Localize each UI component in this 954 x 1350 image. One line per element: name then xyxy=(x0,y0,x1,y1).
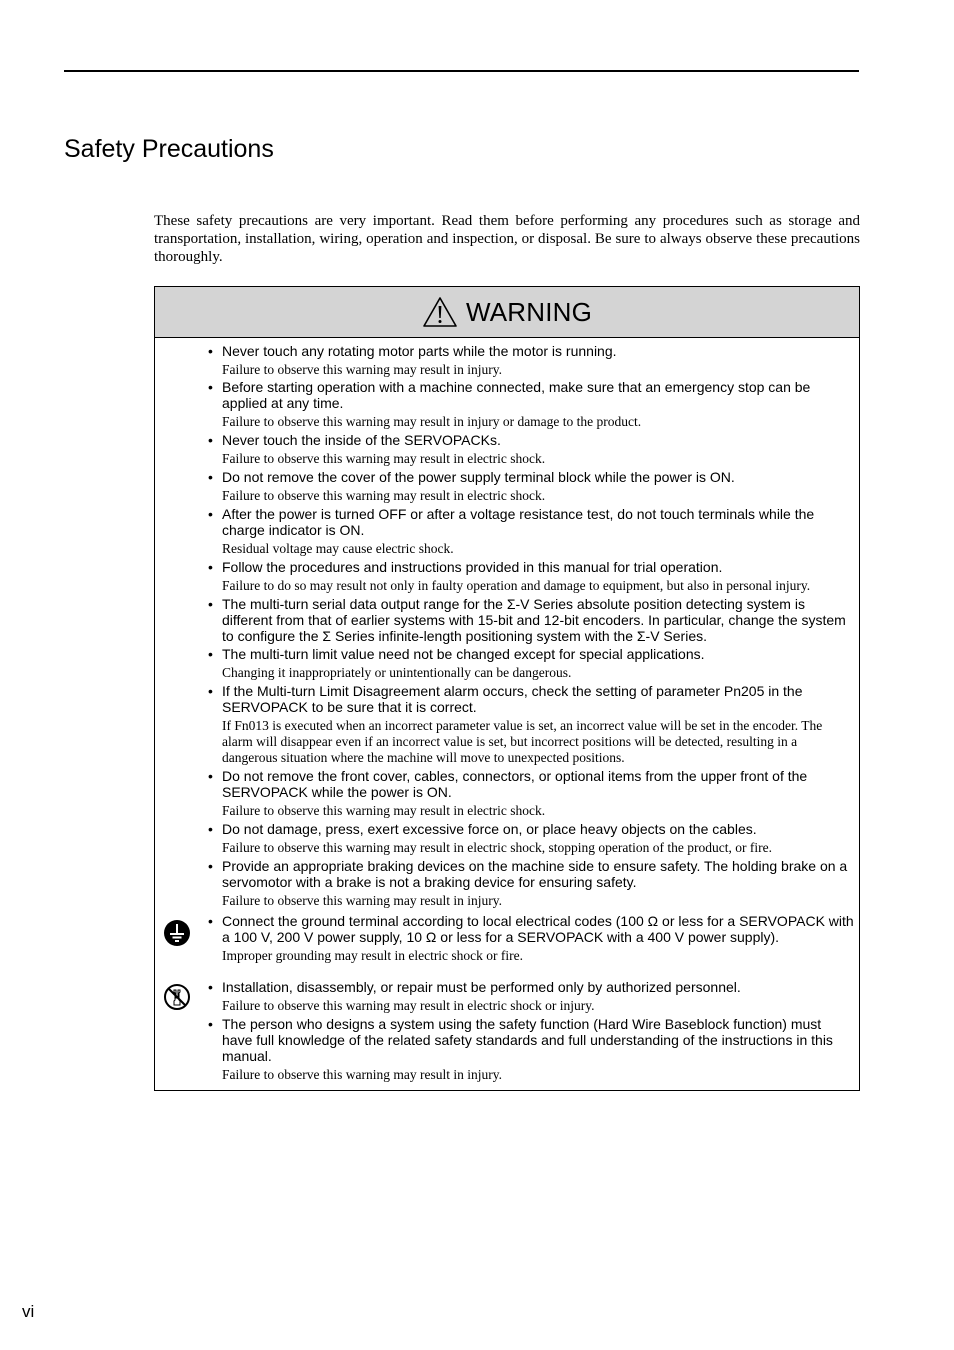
warning-item xyxy=(208,379,854,430)
warning-item-text: • Follow the procedures and instructions provided in this manual for trial operation. xyxy=(208,559,854,575)
warning-item-text: • Do not remove the front cover, cables, connectors, or optional items from the upper front of the SERVOPACK while the power is ON. xyxy=(208,768,854,800)
warning-item xyxy=(208,683,854,766)
warning-item-text: • Never touch the inside of the SERVOPACKs. xyxy=(208,432,854,448)
warning-item-note: Failure to observe this warning may result in electric shock. xyxy=(222,803,546,818)
intro-paragraph: These safety precautions are very important. Read them before performing any procedures such as storage and transportation, installation, wiring, operation and inspection, or disposal. Be sure to always observe these precautions thoroughly. xyxy=(154,213,860,265)
ground-terminal-icon xyxy=(163,919,191,947)
no-disassembly-icon xyxy=(163,983,191,1011)
warning-item-note: Failure to observe this warning may result in electric shock, stopping operation of the product, or fire. xyxy=(222,840,772,855)
warning-item xyxy=(208,343,854,378)
warning-item xyxy=(208,469,854,504)
header-rule xyxy=(64,70,859,72)
warning-item-text: • Installation, disassembly, or repair must be performed only by authorized personnel. xyxy=(208,979,854,995)
warning-item-note: If Fn013 is executed when an incorrect parameter value is set, an incorrect value will be set in the encoder. The alarm will disappear even if an incorrect value is set, but incorrect positions will be detected, resulting in a dangerous situation where the machine will move to unexpected positions. xyxy=(222,718,823,765)
warning-item-note: Failure to observe this warning may result in injury. xyxy=(222,1067,502,1082)
warning-item-text: • Never touch any rotating motor parts while the motor is running. xyxy=(208,343,854,359)
warning-body xyxy=(155,338,859,1090)
warning-item-text: • The multi-turn serial data output range for the Σ-V Series absolute position detecting system is different from that of earlier systems with 15-bit and 12-bit encoders. In particular, change the system to configure the Σ Series infinite-length positioning system with the Σ-V Series. xyxy=(208,596,854,644)
warning-item-text: • If the Multi-turn Limit Disagreement alarm occurs, check the setting of parameter Pn205 in the SERVOPACK to be sure that it is correct. xyxy=(208,683,854,715)
warning-item-note: Residual voltage may cause electric shock. xyxy=(222,541,454,556)
warning-item xyxy=(208,646,854,681)
warning-item-note: Improper grounding may result in electric shock or fire. xyxy=(222,948,524,963)
warning-item-note: Failure to observe this warning may result in injury or damage to the product. xyxy=(222,414,642,429)
warning-label: WARNING xyxy=(465,296,593,327)
warning-item-note: Failure to observe this warning may result in electric shock. xyxy=(222,488,546,503)
warning-item xyxy=(208,913,854,964)
warning-item xyxy=(208,1016,854,1083)
warning-item-text: • Provide an appropriate braking devices on the machine side to ensure safety. The holding brake on a servomotor with a brake is not a braking device for ensuring safety. xyxy=(208,858,854,890)
warning-item xyxy=(208,506,854,557)
warning-item-note: Failure to observe this warning may result in electric shock. xyxy=(222,451,546,466)
warning-item-text: • The multi-turn limit value need not be changed except for special applications. xyxy=(208,646,854,662)
warning-item xyxy=(208,559,854,594)
warning-item xyxy=(208,821,854,856)
warning-item-note: Failure to observe this warning may result in electric shock or injury. xyxy=(222,998,595,1013)
warning-item-note: Changing it inappropriately or unintentionally can be dangerous. xyxy=(222,665,572,680)
warning-item xyxy=(208,596,854,644)
warning-item-text: • The person who designs a system using the safety function (Hard Wire Baseblock function) must have full knowledge of the related safety standards and full understanding of the instructions in this manual. xyxy=(208,1016,854,1064)
warning-item-text: • Do not remove the cover of the power supply terminal block while the power is ON. xyxy=(208,469,854,485)
warning-item xyxy=(208,432,854,467)
warning-item-text: • Before starting operation with a machine connected, make sure that an emergency stop can be applied at any time. xyxy=(208,379,854,411)
warning-box xyxy=(154,286,860,1091)
warning-item-text: • Connect the ground terminal according to local electrical codes (100 Ω or less for a SERVOPACK with a 100 V, 200 V power supply, 10 Ω or less for a SERVOPACK with a 400 V power supply). xyxy=(208,913,854,945)
warning-header xyxy=(155,287,859,338)
warning-item-note: Failure to do so may result not only in faulty operation and damage to equipment, but also in personal injury. xyxy=(222,578,811,593)
warning-item-note: Failure to observe this warning may result in injury. xyxy=(222,362,502,377)
warning-item-text: • After the power is turned OFF or after a voltage resistance test, do not touch terminals while the charge indicator is ON. xyxy=(208,506,854,538)
warning-item xyxy=(208,979,854,1014)
warning-item xyxy=(208,768,854,819)
warning-item xyxy=(208,858,854,909)
page-number: vi xyxy=(22,1302,35,1321)
page-title: Safety Precautions xyxy=(64,135,274,163)
warning-triangle-icon xyxy=(422,296,458,328)
warning-item-text: • Do not damage, press, exert excessive force on, or place heavy objects on the cables. xyxy=(208,821,854,837)
warning-item-note: Failure to observe this warning may result in injury. xyxy=(222,893,502,908)
